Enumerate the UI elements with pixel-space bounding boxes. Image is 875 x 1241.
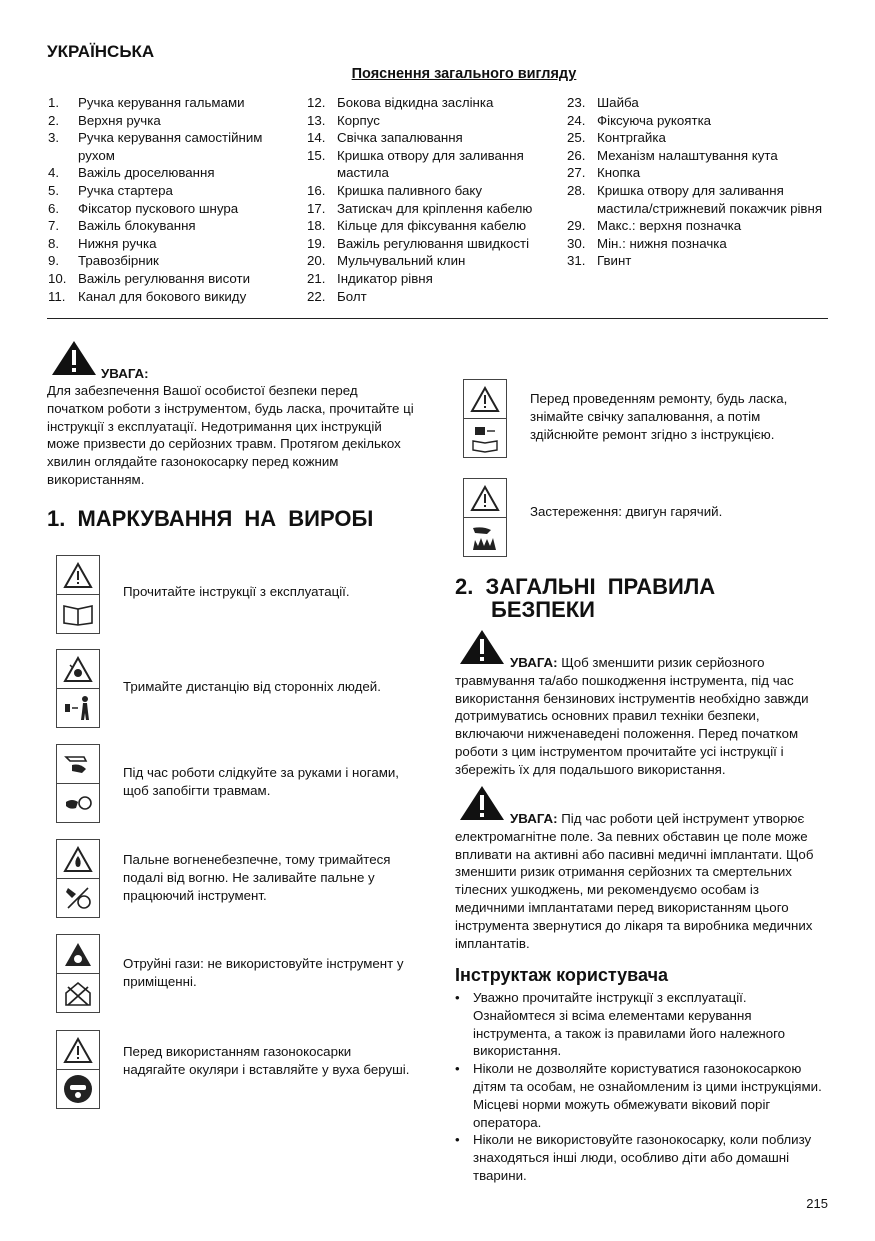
legend-item-text: Кришка отвору для заливання мастила/стрижневий покажчик рівня (597, 182, 823, 216)
legend-item (307, 94, 559, 112)
legend-item (307, 129, 559, 147)
legend-item-text: Ручка керування гальмами (78, 95, 245, 110)
symbol-text: Перед використанням газонокосарки надягайте окуляри і вставляйте у вуха беруші. (123, 1044, 410, 1077)
legend-item-number: 27. (567, 165, 586, 181)
legend-item-text: Болт (337, 288, 367, 304)
legend-item-number: 30. (567, 235, 586, 251)
legend-item-number: 29. (567, 218, 586, 234)
legend-item-text: Кришка паливного баку (337, 182, 482, 198)
section2-heading-line1: 2. ЗАГАЛЬНІ ПРАВИЛА (455, 574, 716, 599)
legend-item-text: Кришка отвору для заливання мастила (337, 147, 524, 181)
bullet-icon: • (455, 1061, 460, 1077)
hot-engine-icon (469, 522, 501, 552)
symbol-text: Тримайте дистанцію від сторонніх людей. (123, 679, 381, 694)
warning-text: Щоб зменшити ризик серйозного травмування та/або пошкодження інструмента, під час використання бензинових інструментів необхідно завжди дотримуватись основних правил техніки безпеки, включаючи нижченаведені положення. Перед початком роботи з цим інструментом прочитайте усі інструкції і збережіть їх для подальшого використання. (455, 655, 809, 777)
language-heading: УКРАЇНСЬКА (47, 42, 155, 61)
legend-item-number: 16. (307, 182, 326, 198)
symbol-text: Прочитайте інструкції з експлуатації. (123, 584, 350, 599)
legend-item-number: 5. (48, 182, 60, 198)
list-item (455, 989, 825, 1060)
legend-item-text: Механізм налаштування кута (597, 147, 778, 163)
legend-item (567, 147, 829, 165)
legend-item-number: 20. (307, 253, 326, 269)
warning-triangle-icon (63, 1037, 93, 1064)
legend-item-text: Бокова відкидна заслінка (337, 95, 494, 110)
legend-item-text: Ручка керування самостійним рухом (78, 130, 263, 163)
list-item-text: Уважно прочитайте інструкції з експлуатації. Ознайомтеся зі всіма елементами керування інструмента, а також із правилами його належного використання. (473, 990, 786, 1059)
legend-item-number: 26. (567, 147, 586, 163)
warning-label: УВАГА: (510, 811, 558, 826)
list-item-text: Ніколи не дозволяйте користуватися газонокосаркою дітям та особам, не ознайомленим із цими інструкціями. Місцеві норми можуть обмежувати віковий поріг оператора. (473, 1061, 822, 1130)
legend-item-number: 25. (567, 130, 586, 146)
legend-item-number: 28. (567, 182, 586, 198)
warning-label: УВАГА: (510, 655, 558, 670)
legend-item (307, 112, 559, 130)
symbol-text: Пальне вогненебезпечне, тому тримайтеся подалі від вогню. Не заливайте пальне у працюючий інструмент. (123, 852, 391, 903)
legend-item-number: 2. (48, 112, 60, 128)
legend-item-number: 24. (567, 112, 586, 128)
fumes-warning-icon (63, 941, 93, 968)
legend-column-3 (567, 94, 829, 270)
user-instruction-heading: Інструктаж користувача (455, 965, 669, 985)
legend-item-text: Затискач для кріплення кабелю (337, 200, 533, 216)
legend-item (567, 129, 829, 147)
legend-item-text: Важіль блокування (78, 218, 196, 234)
legend-item (307, 288, 559, 306)
legend-item (307, 235, 559, 253)
symbol-hands-feet (56, 744, 100, 823)
legend-item (567, 217, 829, 235)
legend-item-text: Верхня ручка (78, 112, 161, 128)
legend-item-number: 6. (48, 200, 60, 216)
legend-item-text: Шайба (597, 95, 639, 110)
eye-ear-protection-icon (62, 1073, 94, 1105)
legend-item (48, 182, 298, 200)
legend-item-text: Канал для бокового викиду (78, 288, 247, 304)
warning-triangle-icon (51, 340, 97, 376)
hand-blade-icon (62, 751, 94, 777)
legend-item-number: 23. (567, 95, 586, 110)
legend-item (307, 270, 559, 288)
symbol-keep-distance (56, 649, 100, 728)
warning-text: Для забезпечення Вашої особистої безпеки перед початком роботи з інструментом, будь ласка, прочитайте ці інструкції з експлуатації. Недотримання цих інструкцій може призвести до серйозних травм. Протягом декількох хвилин оглядайте газонокосарку перед кожним використанням. (47, 383, 414, 487)
legend-title: Пояснення загального вигляду (351, 66, 577, 82)
legend-item (567, 112, 829, 130)
fuel-flammable-icon (62, 884, 94, 912)
symbol-hot-engine (463, 478, 507, 557)
warning-triangle-icon (63, 562, 93, 589)
warning-b (455, 810, 830, 952)
warning-a (455, 654, 830, 779)
legend-item-number: 18. (307, 218, 326, 234)
legend-item-number: 8. (48, 235, 60, 251)
legend-item-text: Мульчувальний клин (337, 253, 466, 269)
legend-item (307, 182, 559, 200)
symbol-spark-plug-manual (463, 379, 507, 458)
legend-item-text: Кнопка (597, 165, 641, 181)
legend-item-number: 10. (48, 270, 67, 286)
spark-plug-manual-icon (469, 423, 501, 453)
warning-label: УВАГА: (101, 366, 149, 381)
legend-item-number: 3. (48, 130, 60, 146)
legend-item (48, 288, 298, 306)
legend-item-number: 11. (48, 288, 66, 304)
legend-item-text: Контргайка (597, 130, 666, 146)
legend-item-number: 31. (567, 253, 586, 269)
legend-item-number: 4. (48, 165, 60, 181)
legend-item-number: 9. (48, 253, 60, 269)
legend-item-number: 22. (307, 288, 326, 304)
legend-item-number: 14. (307, 130, 326, 146)
flying-debris-icon (63, 656, 93, 683)
legend-item-text: Корпус (337, 112, 380, 128)
warning-text: Під час роботи цей інструмент утворює електромагнітне поле. За певних обставин це поле може впливати на активні або пасивні медичні імплантати. Щоб зменшити ризик отримання серйозних та смертельних тілесних ушкоджень, ми рекомендуємо особам із медичними імплантатами перед використанням цього інструмента звернутися до лікаря та виробника медичних імплантатів. (455, 811, 814, 951)
legend-item (567, 94, 829, 112)
legend-item-text: Фіксатор пускового шнура (78, 200, 239, 216)
section2-heading-line2: БЕЗПЕКИ (491, 597, 595, 622)
bullet-icon: • (455, 1132, 460, 1148)
legend-item (48, 270, 298, 288)
symbol-text: Перед проведенням ремонту, будь ласка, знімайте свічку запалювання, а потім здійснюйте ремонт згідно з інструкцією. (530, 391, 788, 442)
legend-item (48, 252, 298, 270)
toxic-fumes-icon (62, 979, 94, 1007)
legend-item-text: Гвинт (597, 253, 632, 269)
legend-item-text: Фіксуюча рукоятка (597, 112, 712, 128)
list-item-text: Ніколи не використовуйте газонокосарку, коли поблизу знаходяться інші люди, особливо діти або домашні тварини. (473, 1132, 812, 1183)
section1-heading: 1. МАРКУВАННЯ НА ВИРОБІ (47, 506, 374, 531)
legend-item-text: Мін.: нижня позначка (597, 235, 727, 251)
symbol-eye-ear-protection (56, 1030, 100, 1109)
legend-item-number: 19. (307, 235, 326, 251)
bullet-list (455, 989, 825, 1185)
page-number: 215 (806, 1196, 828, 1211)
bullet-icon: • (455, 990, 460, 1005)
legend-item-text: Ручка стартера (78, 182, 173, 198)
legend-item (307, 252, 559, 270)
legend-item (567, 252, 829, 270)
legend-item (48, 94, 298, 112)
legend-item (48, 112, 298, 130)
list-item (455, 1060, 825, 1131)
legend-item-text: Макс.: верхня позначка (597, 218, 742, 234)
legend-item (307, 200, 559, 218)
legend-item (567, 182, 829, 217)
divider (47, 318, 828, 319)
symbol-text: Отруйні гази: не використовуйте інструмент у приміщенні. (123, 956, 404, 989)
legend-item-text: Індикатор рівня (337, 270, 433, 286)
flame-warning-icon (63, 846, 93, 873)
keep-distance-icon (62, 694, 94, 722)
legend-item (48, 200, 298, 218)
legend-item-number: 17. (307, 200, 326, 216)
legend-item-text: Свічка запалювання (337, 130, 463, 146)
legend-column-1 (48, 94, 298, 305)
legend-item (567, 235, 829, 253)
read-manual-icon (62, 602, 94, 626)
legend-item (48, 217, 298, 235)
legend-item (567, 164, 829, 182)
legend-item-text: Важіль дроселювання (78, 165, 215, 181)
legend-item-text: Кільце для фіксування кабелю (337, 218, 527, 234)
legend-item (48, 129, 298, 164)
legend-item (48, 164, 298, 182)
legend-item (307, 217, 559, 235)
legend-item-number: 15. (307, 147, 326, 163)
legend-item-number: 21. (307, 270, 326, 286)
legend-item-number: 12. (307, 95, 326, 110)
symbol-text: Застереження: двигун гарячий. (530, 504, 723, 519)
legend-item-number: 13. (307, 112, 326, 128)
legend-item-number: 1. (48, 95, 60, 110)
legend-item-text: Травозбірник (78, 253, 159, 269)
symbol-read-manual (56, 555, 100, 634)
legend-item-text: Важіль регулювання висоти (78, 270, 251, 286)
legend-item (307, 147, 559, 182)
warning-triangle-icon (470, 485, 500, 512)
symbol-text: Під час роботи слідкуйте за руками і ногами, щоб запобігти травмам. (123, 765, 399, 798)
legend-item-number: 7. (48, 218, 60, 234)
list-item (455, 1131, 825, 1184)
warning-triangle-icon (470, 386, 500, 413)
legend-item (48, 235, 298, 253)
legend-column-2 (307, 94, 559, 305)
symbol-fuel-flammable (56, 839, 100, 918)
hands-feet-icon (62, 790, 94, 816)
legend-item-text: Нижня ручка (78, 235, 157, 251)
legend-item-text: Важіль регулювання швидкості (337, 235, 530, 251)
symbol-toxic-fumes (56, 934, 100, 1013)
